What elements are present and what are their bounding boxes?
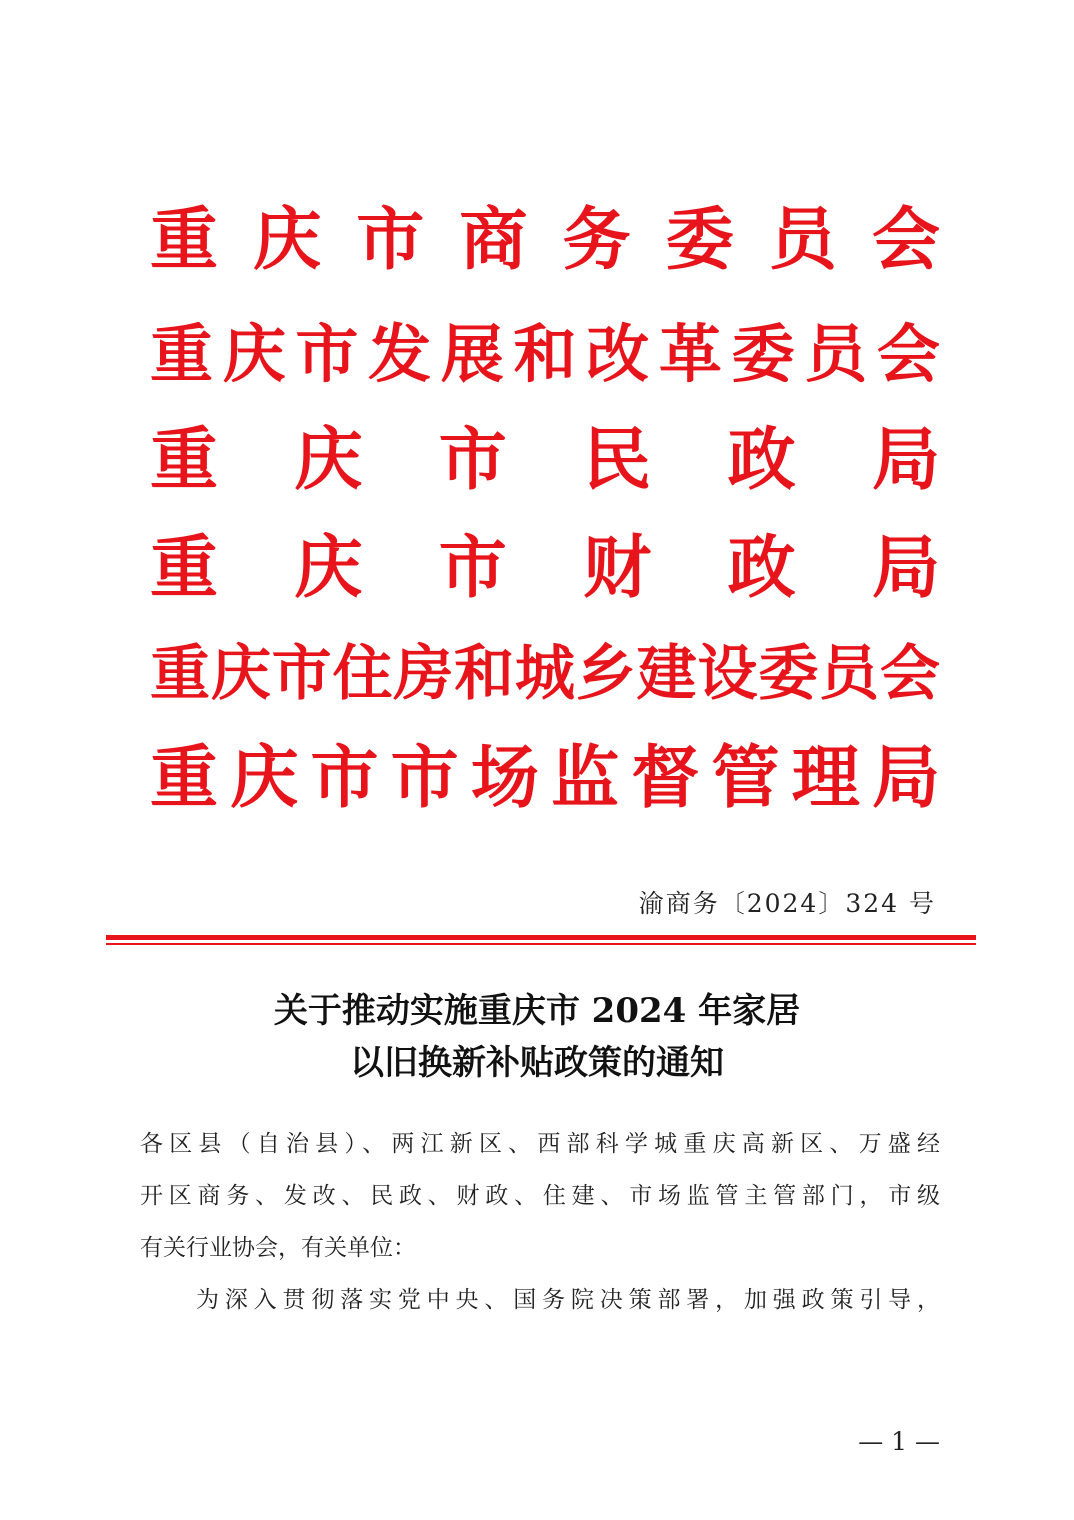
agency-char: 建 — [636, 639, 697, 709]
agency-char: 政 — [727, 420, 796, 500]
agency-char: 乡 — [575, 639, 636, 709]
agency-char: 局 — [871, 528, 940, 608]
agency-name-3 — [150, 418, 940, 502]
agency-char: 庆 — [222, 317, 286, 391]
agency-char: 展 — [440, 317, 504, 391]
agency-char: 重 — [150, 420, 219, 500]
agency-char: 会 — [871, 200, 940, 280]
agency-char: 市 — [295, 317, 359, 391]
document-number: 渝商务〔2024〕324 号 — [638, 889, 936, 918]
agency-name-4 — [150, 526, 940, 610]
agency-char: 市 — [438, 420, 507, 500]
agency-char: 市 — [390, 738, 459, 818]
agency-char: 设 — [697, 639, 758, 709]
agency-char: 商 — [459, 200, 528, 280]
agency-char: 市 — [310, 738, 379, 818]
agency-name-1 — [150, 198, 940, 282]
agency-char: 会 — [879, 639, 940, 709]
agency-char: 庆 — [210, 639, 271, 709]
agency-char: 庆 — [294, 420, 363, 500]
page-number: — 1 — — [858, 1427, 940, 1456]
header-divider-thin — [106, 943, 976, 945]
agency-char: 督 — [631, 738, 700, 818]
agency-char: 管 — [711, 738, 780, 818]
notice-title-line-1: 关于推动实施重庆市 2024 年家居 — [273, 991, 801, 1031]
agency-char: 房 — [393, 639, 454, 709]
agency-char: 员 — [804, 317, 868, 391]
agency-char: 民 — [583, 420, 652, 500]
agency-char: 监 — [551, 738, 620, 818]
agency-char: 改 — [586, 317, 650, 391]
agency-name-6 — [150, 736, 940, 820]
agency-char: 务 — [562, 200, 631, 280]
agency-char: 员 — [768, 200, 837, 280]
agency-char: 委 — [731, 317, 795, 391]
agency-char: 局 — [871, 738, 940, 818]
agency-char: 重 — [150, 738, 219, 818]
agency-char: 政 — [727, 528, 796, 608]
agency-char: 重 — [150, 528, 219, 608]
agency-char: 庆 — [230, 738, 299, 818]
agency-char: 住 — [332, 639, 393, 709]
agency-char: 委 — [665, 200, 734, 280]
body-line-1: 各区县（自治县）、两江新区、西部科学城重庆高新区、万盛经 — [140, 1131, 940, 1157]
agency-char: 场 — [470, 738, 539, 818]
agency-char: 庆 — [294, 528, 363, 608]
agency-name-2 — [150, 312, 940, 396]
agency-char: 市 — [356, 200, 425, 280]
agency-char: 员 — [819, 639, 880, 709]
agency-char: 市 — [438, 528, 507, 608]
agency-char: 财 — [583, 528, 652, 608]
body-line-3: 有关行业协会，有关单位： — [140, 1235, 416, 1261]
agency-char: 城 — [514, 639, 575, 709]
agency-char: 和 — [513, 317, 577, 391]
agency-char: 理 — [791, 738, 860, 818]
agency-char: 重 — [150, 639, 210, 709]
agency-char: 局 — [871, 420, 940, 500]
agency-char: 发 — [368, 317, 432, 391]
agency-char: 会 — [876, 317, 940, 391]
agency-char: 重 — [150, 200, 219, 280]
agency-char: 革 — [658, 317, 722, 391]
agency-char: 和 — [454, 639, 515, 709]
agency-char: 市 — [271, 639, 332, 709]
agency-char: 庆 — [253, 200, 322, 280]
body-line-2: 开区商务、发改、民政、财政、住建、市场监管主管部门，市级 — [140, 1183, 940, 1209]
body-paragraph-start: 为深入贯彻落实党中央、国务院决策部署，加强政策引导， — [196, 1287, 940, 1313]
header-divider-thick — [106, 935, 976, 940]
agency-char: 重 — [150, 317, 213, 391]
agency-char: 委 — [758, 639, 819, 709]
agency-name-5 — [150, 632, 940, 716]
notice-title-line-2: 以旧换新补贴政策的通知 — [350, 1043, 724, 1083]
